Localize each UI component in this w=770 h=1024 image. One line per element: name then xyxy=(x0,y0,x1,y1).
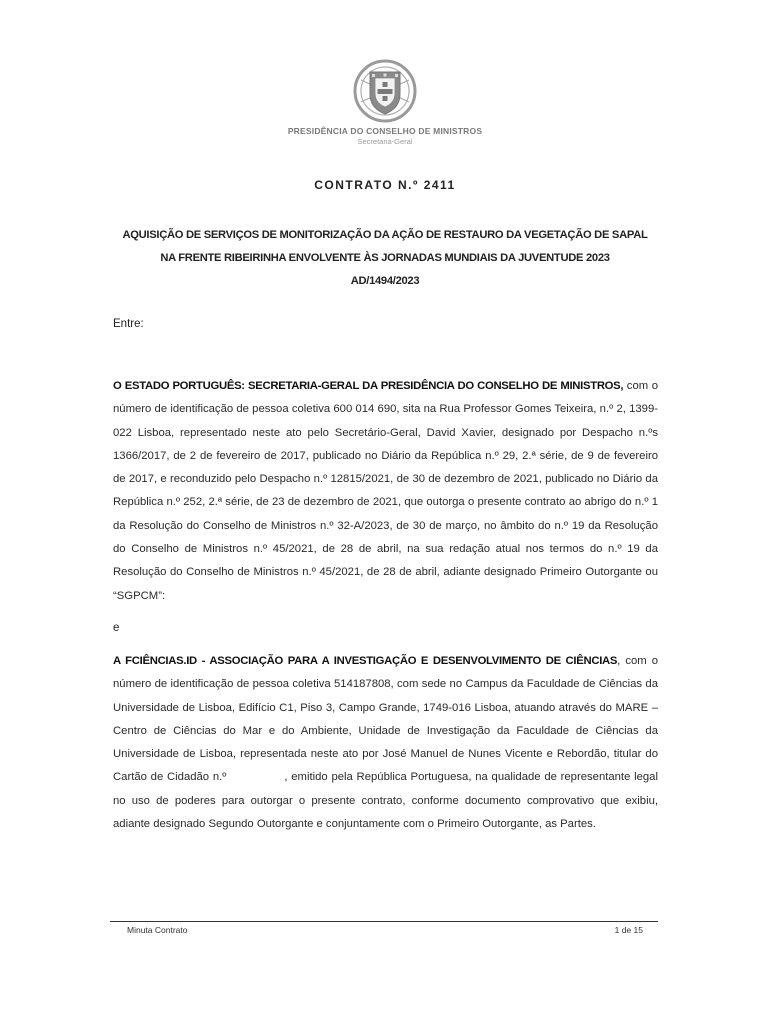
first-party-name: O ESTADO PORTUGUÊS: SECRETARIA-GERAL DA PRESIDÊNCIA DO CONSELHO DE MINISTROS, xyxy=(113,380,624,392)
second-party-paragraph xyxy=(113,650,658,836)
organization-subtitle: Secretaria-Geral xyxy=(357,137,413,146)
title-line: AQUISIÇÃO DE SERVIÇOS DE MONITORIZAÇÃO DA AÇÃO DE RESTAURO DA VEGETAÇÃO DE SAPAL xyxy=(122,229,648,241)
contract-number: CONTRATO N.º 2411 xyxy=(314,178,456,192)
footer-label: Minuta Contrato xyxy=(127,925,188,935)
title-line: AD/1494/2023 xyxy=(350,275,420,287)
letterhead xyxy=(0,58,770,146)
title-line: NA FRENTE RIBEIRINHA ENVOLVENTE ÀS JORNADAS MUNDIAIS DA JUVENTUDE 2023 xyxy=(160,252,610,264)
entre-label: Entre: xyxy=(113,318,144,330)
first-party-paragraph xyxy=(113,375,658,608)
second-party-name: A FCIÊNCIAS.ID - ASSOCIAÇÃO PARA A INVESTIGAÇÃO E DESENVOLVIMENTO DE CIÊNCIAS xyxy=(113,655,618,667)
portuguese-coat-of-arms-icon xyxy=(352,58,418,124)
contract-title xyxy=(112,224,658,293)
first-party-text: com o número de identificação de pessoa coletiva 600 014 690, sita na Rua Professor Gomes Teixeira, n.º 2, 1399-022 Lisboa, representado neste ato pelo Secretário-Geral, David Xavier, designado por Despacho n.ºs 1366/2017, de 2 de fevereiro de 2017, publicado no Diário da República n.º 29, 2.ª série, de 9 de fevereiro de 2017, e reconduzido pelo Despacho n.º 12815/2021, de 30 de dezembro de 2021, publicado no Diário da República n.º 252, 2.ª série, de 23 de dezembro de 2021, que outorga o presente contrato ao abrigo do n.º 1 da Resolução do Conselho de Ministros n.º 32-A/2023, de 30 de março, no âmbito do n.º 19 da Resolução do Conselho de Ministros n.º 45/2021, de 28 de abril, na sua redação atual nos termos do n.º 19 da Resolução do Conselho de Ministros n.º 45/2021, de 28 de abril, adiante designado Primeiro Outorgante ou “SGPCM”: xyxy=(113,380,658,602)
second-party-text: , com o número de identificação de pessoa coletiva 514187808, com sede no Campus da Faculdade de Ciências da Universidade de Lisboa, Edifício C1, Piso 3, Campo Grande, 1749-016 Lisboa, atuando através do MARE – Centro de Ciências do Mar e do Ambiente, Unidade de Investigação da Faculdade de Ciências da Universidade de Lisboa, representada neste ato por José Manuel de Nunes Vicente e Rebordão, titular do Cartão de Cidadão n.º xyxy=(113,655,658,784)
organization-name: PRESIDÊNCIA DO CONSELHO DE MINISTROS xyxy=(287,126,483,136)
separator-e: e xyxy=(113,622,120,634)
footer-divider xyxy=(110,921,658,922)
page-number: 1 de 15 xyxy=(614,925,643,935)
second-party-text-continued: , emitido pela República Portuguesa, na qualidade de representante legal no uso de poderes para outorgar o presente contrato, conforme documento comprovativo que exibiu, adiante designado Segundo Outorgante e conjuntamente com o Primeiro Outorgante, as Partes. xyxy=(113,771,658,831)
